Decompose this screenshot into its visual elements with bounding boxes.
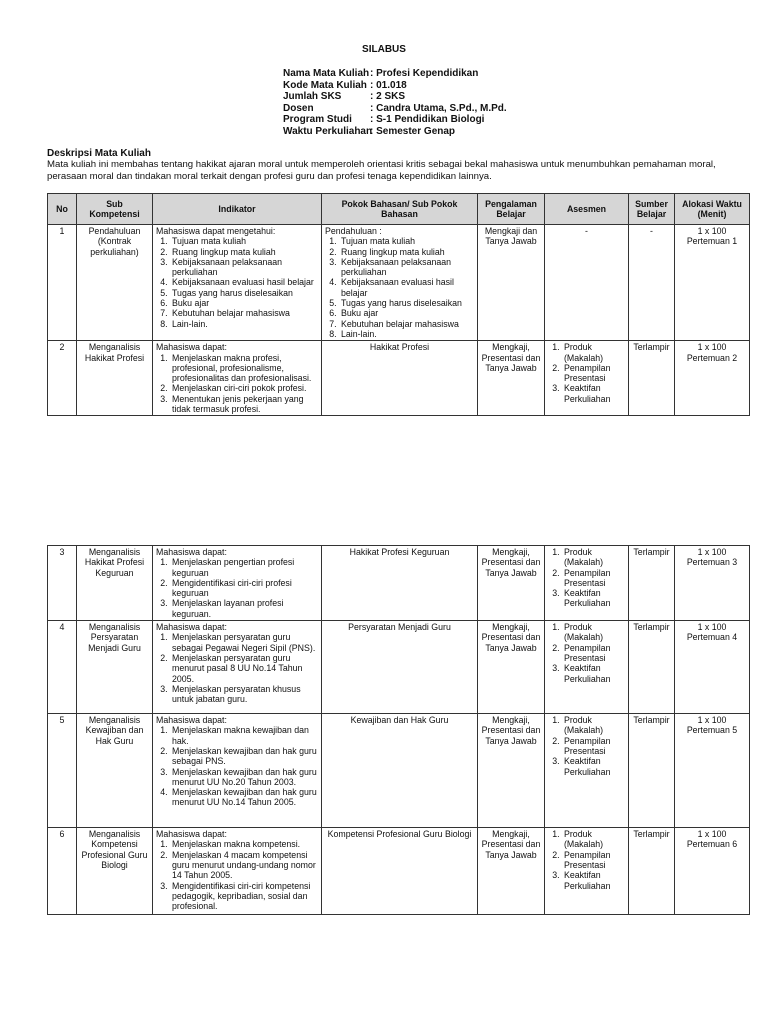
list-item: 3. Kebijaksanaan pelaksanaan perkuliahan bbox=[339, 257, 474, 278]
cell-no: 4 bbox=[48, 621, 77, 714]
meta-label: Dosen bbox=[283, 102, 314, 114]
list-item: 1. Produk (Makalah) bbox=[562, 829, 625, 850]
cell-sub-kompetensi: Menganalisis Hakikat Profesi bbox=[77, 341, 153, 416]
list-item: 4. Kebijaksanaan evaluasi hasil belajar bbox=[170, 277, 318, 287]
list-item: 1. Produk (Makalah) bbox=[562, 622, 625, 643]
cell-alokasi-waktu: 1 x 100 Pertemuan 3 bbox=[675, 546, 750, 621]
meta-label: Waktu Perkuliahan bbox=[283, 125, 373, 137]
meta-row-credits bbox=[283, 91, 507, 103]
cell-alokasi-waktu: 1 x 100 Pertemuan 4 bbox=[675, 621, 750, 714]
cell-sub-kompetensi: Menganalisis Hakikat Profesi Keguruan bbox=[77, 546, 153, 621]
list-item: 3. Menjelaskan kewajiban dan hak guru menurut UU No.20 Tahun 2003. bbox=[170, 767, 318, 788]
cell-alokasi-waktu: 1 x 100 Pertemuan 5 bbox=[675, 714, 750, 828]
list-item: 3. Menjelaskan layanan profesi keguruan. bbox=[170, 598, 318, 619]
list-item: 2. Menjelaskan ciri-ciri pokok profesi. bbox=[170, 383, 318, 393]
indikator-intro: Mahasiswa dapat: bbox=[156, 622, 227, 633]
cell-asesmen bbox=[545, 714, 629, 828]
indikator-list bbox=[156, 353, 318, 415]
cell-indikator bbox=[153, 714, 322, 828]
list-item: 1. Menjelaskan persyaratan guru sebagai Pegawai Negeri Sipil (PNS). bbox=[170, 632, 318, 653]
list-item: 2. Menjelaskan 4 macam kompetensi guru menurut undang-undang nomor 14 Tahun 2005. bbox=[170, 850, 318, 881]
cell-sumber-belajar: Terlampir bbox=[629, 621, 675, 714]
list-item: 6. Buku ajar bbox=[339, 308, 474, 318]
cell-sub-kompetensi: Menganalisis Kompetensi Profesional Guru Biologi bbox=[77, 828, 153, 915]
list-item: 4. Menjelaskan kewajiban dan hak guru menurut UU No.14 Tahun 2005. bbox=[170, 787, 318, 808]
table-row bbox=[48, 546, 750, 621]
list-item: 2. Penampilan Presentasi bbox=[562, 568, 625, 589]
list-item: 1. Tujuan mata kuliah bbox=[339, 236, 474, 246]
cell-sub-kompetensi: Pendahuluan (Kontrak perkuliahan) bbox=[77, 225, 153, 341]
list-item: 3. Keaktifan Perkuliahan bbox=[562, 383, 625, 404]
asesmen-list bbox=[548, 829, 625, 891]
cell-no: 2 bbox=[48, 341, 77, 416]
list-item: 2. Penampilan Presentasi bbox=[562, 643, 625, 664]
indikator-intro: Mahasiswa dapat: bbox=[156, 829, 227, 840]
syllabus-table-page-1 bbox=[47, 193, 750, 416]
indikator-list bbox=[156, 632, 318, 704]
header-no: No bbox=[48, 194, 77, 225]
cell-asesmen bbox=[545, 341, 629, 416]
cell-asesmen bbox=[545, 546, 629, 621]
course-info bbox=[283, 68, 507, 137]
pokok-intro: Pendahuluan : bbox=[325, 226, 382, 236]
list-item: 1. Produk (Makalah) bbox=[562, 547, 625, 568]
pokok-list bbox=[325, 236, 474, 339]
meta-label: Program Studi bbox=[283, 114, 352, 125]
list-item: 1. Menjelaskan makna kompetensi. bbox=[170, 839, 318, 849]
cell-alokasi-waktu: 1 x 100 Pertemuan 1 bbox=[675, 225, 750, 341]
cell-indikator bbox=[153, 341, 322, 416]
header-pengalaman-belajar: Pengalaman Belajar bbox=[478, 194, 545, 225]
cell-asesmen bbox=[545, 621, 629, 714]
list-item: 7. Kebutuhan belajar mahasiswa bbox=[339, 319, 474, 329]
list-item: 2. Mengidentifikasi ciri-ciri profesi keguruan bbox=[170, 578, 318, 599]
meta-label: Kode Mata Kuliah bbox=[283, 79, 367, 91]
list-item: 1. Menjelaskan pengertian profesi keguruan bbox=[170, 557, 318, 578]
list-item: 2. Ruang lingkup mata kuliah bbox=[170, 247, 318, 257]
indikator-list bbox=[156, 839, 318, 911]
syllabus-table-page-2 bbox=[47, 545, 750, 915]
cell-indikator bbox=[153, 225, 322, 341]
cell-pengalaman-belajar: Mengkaji, Presentasi dan Tanya Jawab bbox=[478, 341, 545, 416]
cell-no: 1 bbox=[48, 225, 77, 341]
asesmen-list bbox=[548, 547, 625, 609]
list-item: 1. Menjelaskan makna kewajiban dan hak. bbox=[170, 725, 318, 746]
list-item: 2. Penampilan Presentasi bbox=[562, 363, 625, 384]
indikator-intro: Mahasiswa dapat: bbox=[156, 715, 227, 726]
header-pokok-bahasan: Pokok Bahasan/ Sub Pokok Bahasan bbox=[322, 194, 478, 225]
cell-sub-kompetensi: Menganalisis Persyaratan Menjadi Guru bbox=[77, 621, 153, 714]
cell-pokok-bahasan: Persyaratan Menjadi Guru bbox=[322, 621, 478, 714]
header-indikator: Indikator bbox=[153, 194, 322, 225]
list-item: 3. Keaktifan Perkuliahan bbox=[562, 663, 625, 684]
indikator-list bbox=[156, 236, 318, 329]
cell-sumber-belajar: Terlampir bbox=[629, 546, 675, 621]
list-item: 1. Produk (Makalah) bbox=[562, 715, 625, 736]
cell-sub-kompetensi: Menganalisis Kewajiban dan Hak Guru bbox=[77, 714, 153, 828]
meta-row-program bbox=[283, 114, 507, 126]
list-item: 1. Menjelaskan makna profesi, profesional, profesionalisme, profesionalitas dan profesionalisasi. bbox=[170, 353, 318, 384]
cell-pengalaman-belajar: Mengkaji, Presentasi dan Tanya Jawab bbox=[478, 828, 545, 915]
cell-no: 6 bbox=[48, 828, 77, 915]
asesmen-list bbox=[548, 622, 625, 684]
list-item: 3. Keaktifan Perkuliahan bbox=[562, 588, 625, 609]
list-item: 8. Lain-lain. bbox=[170, 319, 318, 329]
indikator-list bbox=[156, 725, 318, 807]
list-item: 3. Menentukan jenis pekerjaan yang tidak termasuk profesi. bbox=[170, 394, 318, 415]
header-sumber-belajar: Sumber Belajar bbox=[629, 194, 675, 225]
cell-pokok-bahasan: Hakikat Profesi bbox=[322, 341, 478, 416]
cell-sumber-belajar: Terlampir bbox=[629, 341, 675, 416]
header-alokasi-waktu: Alokasi Waktu (Menit) bbox=[675, 194, 750, 225]
indikator-intro: Mahasiswa dapat: bbox=[156, 547, 227, 557]
list-item: 1. Produk (Makalah) bbox=[562, 342, 625, 363]
list-item: 4. Kebijaksanaan evaluasi hasil belajar bbox=[339, 277, 474, 298]
meta-row-course-code bbox=[283, 80, 507, 92]
asesmen-list bbox=[548, 715, 625, 777]
table-row bbox=[48, 714, 750, 828]
list-item: 7. Kebutuhan belajar mahasiswa bbox=[170, 308, 318, 318]
header-asesmen: Asesmen bbox=[545, 194, 629, 225]
cell-asesmen bbox=[545, 828, 629, 915]
cell-indikator bbox=[153, 546, 322, 621]
cell-sumber-belajar: Terlampir bbox=[629, 714, 675, 828]
list-item: 3. Keaktifan Perkuliahan bbox=[562, 756, 625, 777]
cell-indikator bbox=[153, 621, 322, 714]
table-row bbox=[48, 621, 750, 714]
list-item: 5. Tugas yang harus diselesaikan bbox=[339, 298, 474, 308]
table-row bbox=[48, 225, 750, 341]
meta-value: : 01.018 bbox=[370, 79, 407, 91]
list-item: 3. Kebijaksanaan pelaksanaan perkuliahan bbox=[170, 257, 318, 278]
description-title: Deskripsi Mata Kuliah bbox=[47, 148, 151, 159]
list-item: 1. Tujuan mata kuliah bbox=[170, 236, 318, 246]
list-item: 2. Ruang lingkup mata kuliah bbox=[339, 247, 474, 257]
table-row bbox=[48, 341, 750, 416]
cell-pokok-bahasan bbox=[322, 225, 478, 341]
cell-pokok-bahasan: Kewajiban dan Hak Guru bbox=[322, 714, 478, 828]
cell-pengalaman-belajar: Mengkaji, Presentasi dan Tanya Jawab bbox=[478, 714, 545, 828]
list-item: 2. Menjelaskan persyaratan guru menurut pasal 8 UU No.14 Tahun 2005. bbox=[170, 653, 318, 684]
cell-pengalaman-belajar: Mengkaji dan Tanya Jawab bbox=[478, 225, 545, 341]
meta-label: Jumlah SKS bbox=[283, 91, 342, 102]
description-text: Mata kuliah ini membahas tentang hakikat ajaran moral untuk memperoleh orientasi kritis sebagai bekal mahasiswa untuk menumbuhkan pemahaman moral, perasaan moral dan tindakan moral terkait dengan profesi guru dan profesi tenaga kependidikan lainnya. bbox=[47, 159, 716, 182]
meta-row-schedule bbox=[283, 126, 507, 138]
header-sub-kompetensi: Sub Kompetensi bbox=[77, 194, 153, 225]
cell-pokok-bahasan: Kompetensi Profesional Guru Biologi bbox=[322, 828, 478, 915]
asesmen-list bbox=[548, 342, 625, 404]
list-item: 2. Penampilan Presentasi bbox=[562, 850, 625, 871]
list-item: 8. Lain-lain. bbox=[339, 329, 474, 339]
cell-alokasi-waktu: 1 x 100 Pertemuan 6 bbox=[675, 828, 750, 915]
list-item: 5. Tugas yang harus diselesaikan bbox=[170, 288, 318, 298]
cell-pokok-bahasan: Hakikat Profesi Keguruan bbox=[322, 546, 478, 621]
cell-sumber-belajar: Terlampir bbox=[629, 828, 675, 915]
meta-value: : 2 SKS bbox=[370, 91, 406, 102]
meta-value: : Profesi Kependidikan bbox=[370, 68, 479, 79]
meta-value: : Semester Genap bbox=[370, 125, 456, 137]
list-item: 3. Mengidentifikasi ciri-ciri kompetensi pedagogik, kepribadian, sosial dan profesional. bbox=[170, 881, 318, 912]
meta-label: Nama Mata Kuliah bbox=[283, 68, 370, 79]
cell-indikator bbox=[153, 828, 322, 915]
indikator-intro: Mahasiswa dapat: bbox=[156, 342, 227, 353]
indikator-intro: Mahasiswa dapat mengetahui: bbox=[156, 226, 276, 236]
cell-sumber-belajar: - bbox=[629, 225, 675, 341]
meta-value: : S-1 Pendidikan Biologi bbox=[370, 114, 485, 125]
cell-pengalaman-belajar: Mengkaji, Presentasi dan Tanya Jawab bbox=[478, 546, 545, 621]
list-item: 3. Keaktifan Perkuliahan bbox=[562, 870, 625, 891]
meta-row-lecturer bbox=[283, 103, 507, 115]
list-item: 6. Buku ajar bbox=[170, 298, 318, 308]
cell-alokasi-waktu: 1 x 100 Pertemuan 2 bbox=[675, 341, 750, 416]
table-header-row bbox=[48, 194, 750, 225]
list-item: 2. Penampilan Presentasi bbox=[562, 736, 625, 757]
cell-asesmen: - bbox=[545, 225, 629, 341]
cell-no: 3 bbox=[48, 546, 77, 621]
meta-row-course-name bbox=[283, 68, 507, 80]
list-item: 3. Menjelaskan persyaratan khusus untuk jabatan guru. bbox=[170, 684, 318, 705]
list-item: 2. Menjelaskan kewajiban dan hak guru sebagai PNS. bbox=[170, 746, 318, 767]
meta-value: : Candra Utama, S.Pd., M.Pd. bbox=[370, 102, 507, 114]
cell-no: 5 bbox=[48, 714, 77, 828]
table-row bbox=[48, 828, 750, 915]
cell-pengalaman-belajar: Mengkaji, Presentasi dan Tanya Jawab bbox=[478, 621, 545, 714]
indikator-list bbox=[156, 557, 318, 619]
page-title: SILABUS bbox=[362, 44, 406, 55]
